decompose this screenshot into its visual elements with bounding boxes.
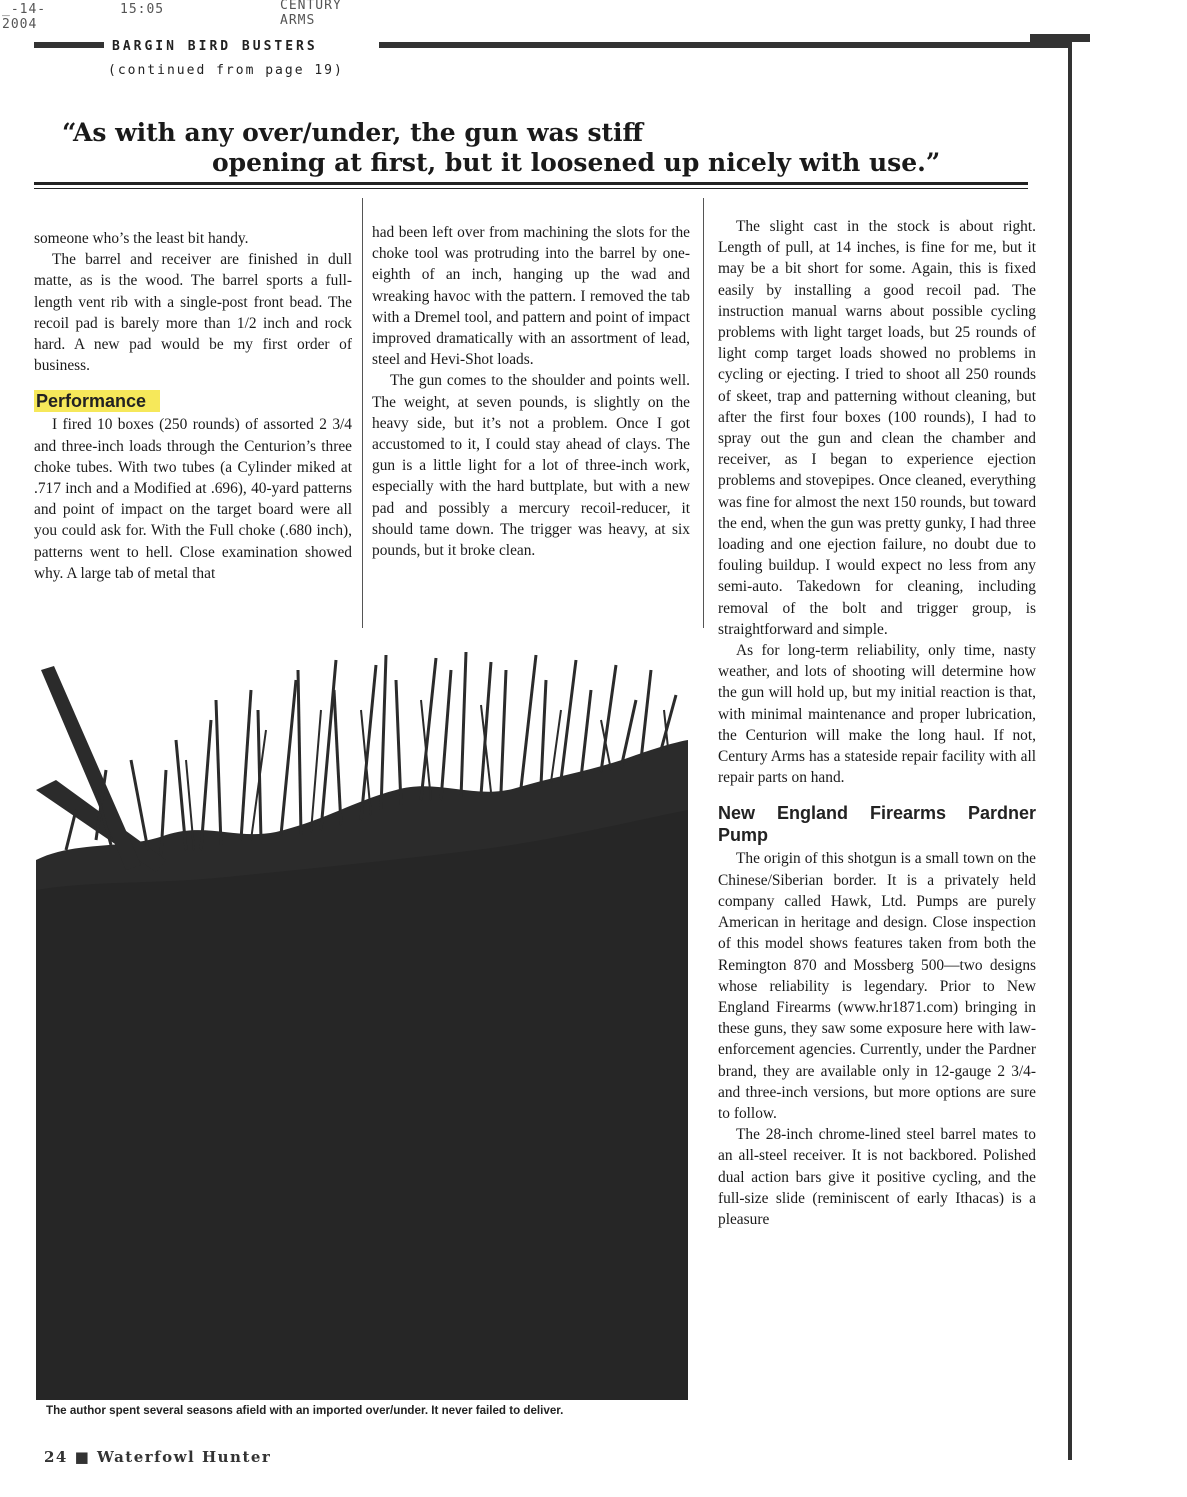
quote-rule-thin	[34, 188, 1028, 189]
pull-quote-line-2: opening at first, but it loosened up nicely with use.”	[212, 148, 941, 177]
fax-date: _-14-2004	[2, 2, 47, 32]
paragraph: I fired 10 boxes (250 rounds) of assorted 2 3/4 and three-inch loads through the Centurion’s three choke tubes. With two tubes (a Cylinder miked at .717 inch and a Modified at .696), 40-yard patterns and point of impact on the target board were all you could ask for. With the Full choke (.680 inch), patterns went to hell. Close examination showed why. A large tab of metal that	[34, 416, 352, 582]
pull-quote-line-1: “As with any over/under, the gun was stiff	[62, 118, 644, 147]
article-column-2	[372, 222, 690, 561]
magazine-name: Waterfowl Hunter	[97, 1448, 272, 1466]
subhead-pardner-pump: New England Firearms Pardner Pump	[718, 803, 1036, 846]
paragraph: The 28-inch chrome-lined steel barrel mates to an all-steel receiver. It is not backbored. Polished dual action bars give it positive cycling, and the full-size slide (reminiscent of early Ithacas) is a pleasure	[718, 1126, 1036, 1228]
pull-quote	[62, 118, 962, 178]
paragraph: The origin of this shotgun is a small town on the Chinese/Siberian border. It is a privately held company called Hawk, Ltd. Pumps are purely American in heritage and design. Close inspection of this model shows features taken from both the Remington 870 and Mossberg 500—two designs whose reliability is legendary. Prior to New England Firearms (www.hr1871.com) bringing in these guns, they saw some exposure here with law-enforcement agencies. Currently, under the Pardner brand, they are available only in 12-gauge 2 3/4- and three-inch versions, but more options are sure to follow.	[718, 850, 1036, 1122]
article-photo	[36, 650, 688, 1400]
section-title: BARGIN BIRD BUSTERS	[112, 39, 318, 54]
paragraph: As for long-term reliability, only time, nasty weather, and lots of shooting will determine how the gun will hold up, but my initial reaction is that, with minimal maintenance and proper lubrication, the Centurion will make the long haul. If not, Century Arms has a stateside repair facility with all repair parts on hand.	[718, 642, 1036, 787]
column-divider-1	[362, 198, 363, 628]
page-number: 24	[44, 1448, 68, 1466]
page-footer	[44, 1448, 271, 1466]
fax-time: 15:05	[120, 2, 165, 17]
paragraph: had been left over from machining the slots for the choke tool was protruding into the barrel by one-eighth of an inch, hanging up the wad and wreaking havoc with the pattern. I removed the tab with a Dremel tool, and pattern and point of impact improved dramatically with an assortment of lead, steel and Hevi-Shot loads.	[372, 224, 690, 369]
column-divider-2	[703, 198, 704, 628]
photo-caption: The author spent several seasons afield with an imported over/under. It never failed to deliver.	[46, 1404, 564, 1417]
section-bar-left	[34, 42, 104, 48]
article-column-1	[34, 228, 352, 584]
marsh-grass-photo	[36, 650, 688, 1400]
footer-bullet: ■	[74, 1448, 91, 1466]
subhead-performance: Performance	[34, 390, 160, 412]
paragraph: The slight cast in the stock is about right. Length of pull, at 14 inches, is fine for me, but it may be a bit short for some. Again, this is fixed easily by installing a good recoil pad. The instruction manual warns about possible cycling problems with light target loads, but 25 rounds of light comp target loads showed no problems in cycling or ejecting. I tried to shoot all 250 rounds of skeet, trap and patterning without cleaning, but after the first four boxes (100 rounds), I had to spray out the gun and clean the chamber and receiver, as I began to experience ejection problems and stovepipes. Once cleaned, everything was fine for almost the next 150 rounds, but toward the end, when the gun was pretty gunky, I had three loading and one ejection failure, no doubt due to fouling buildup. I would expect no less from any semi-auto. Takedown for cleaning, including removal of the bolt and trigger group, is straightforward and simple.	[718, 218, 1037, 638]
page-edge-line	[1068, 35, 1072, 1460]
section-bar-right	[379, 42, 1069, 48]
paragraph: someone who’s the least bit handy.	[34, 230, 249, 247]
paragraph: The gun comes to the shoulder and points well. The weight, at seven pounds, is slightly on the heavy side, but it’s not a problem. Once I got accustomed to it, I could stay ahead of clays. The gun is a little light for a lot of three-inch work, especially with the hard buttplate, but with a new pad and possibly a mercury recoil-reducer, it should tame down. The trigger was heavy, at six pounds, but it broke clean.	[372, 372, 690, 560]
fax-sender: CENTURY ARMS	[280, 0, 342, 28]
continued-note: (continued from page 19)	[108, 63, 344, 78]
paragraph: The barrel and receiver are finished in dull matte, as is the wood. The barrel sports a full-length vent rib with a single-post front bead. The recoil pad is barely more than 1/2 inch and rock hard. A new pad would be my first order of business.	[34, 251, 352, 375]
quote-rule-thick	[34, 182, 1028, 185]
article-column-3	[718, 216, 1036, 1230]
